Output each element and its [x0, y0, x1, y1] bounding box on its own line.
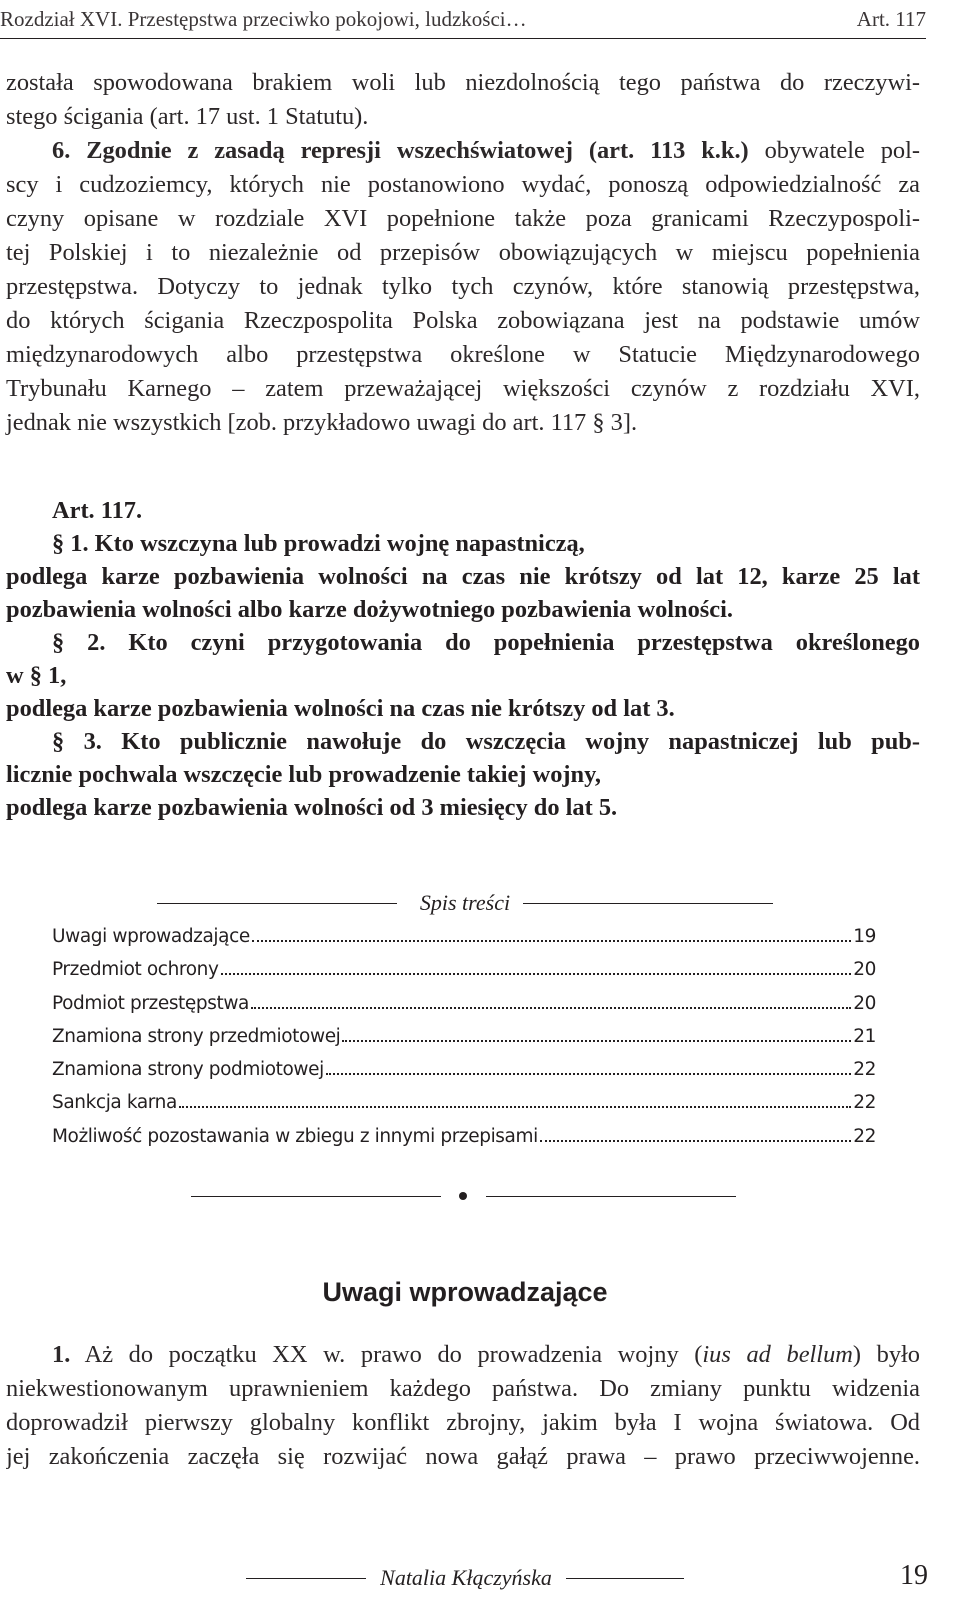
commentary-line: jednak nie wszystkich [zob. przykładowo uwagi do art. 117 § 3].	[6, 409, 638, 436]
toc-item[interactable]	[52, 926, 876, 959]
toc-item-label: Podmiot przestępstwa	[52, 992, 249, 1014]
statute-article	[6, 494, 920, 824]
statute-line: podlega karze pozbawienia wolności na czas nie krótszy od lat 3.	[6, 695, 675, 722]
statute-line: podlega karze pozbawienia wolności na czas nie krótszy od lat 12, karze 25 lat	[6, 563, 920, 590]
statute-line: podlega karze pozbawienia wolności od 3 miesięcy do lat 5.	[6, 794, 618, 821]
toc-item[interactable]	[52, 1092, 876, 1125]
divider-bullet-icon	[459, 1192, 467, 1200]
commentary-line: stego ścigania (art. 17 ust. 1 Statutu).	[6, 103, 369, 130]
toc-item[interactable]	[52, 993, 876, 1026]
statute-line: pozbawienia wolności albo karze dożywotniego pozbawienia wolności.	[6, 596, 734, 623]
toc-item-page: 22	[853, 1059, 876, 1081]
toc-leader-dots	[179, 1106, 851, 1108]
toc-leader-dots	[221, 973, 852, 975]
toc-item-page: 22	[853, 1092, 876, 1114]
header-chapter: Rozdział XVI. Przestępstwa przeciwko pokojowi, ludzkości…	[0, 7, 527, 31]
commentary-line: czyny opisane w rozdziale XVI popełnione także poza granicami Rzeczypospoli-	[6, 205, 920, 232]
toc-item-label: Sankcja karna	[52, 1092, 177, 1114]
statute-line: § 1. Kto wszczyna lub prowadzi wojnę napastniczą,	[52, 530, 585, 557]
section-line: doprowadził pierwszy globalny konflikt zbrojny, jakim była I wojna światowa. Od	[6, 1409, 920, 1436]
toc-item[interactable]	[52, 1126, 876, 1159]
footer-author: Natalia Kłączyńska	[380, 1565, 552, 1590]
divider-rule-left	[191, 1196, 441, 1197]
principle-name: Zgodnie z zasadą represji wszechświatowej (art. 113 k.k.)	[86, 137, 749, 164]
commentary-line: obywatele pol-	[764, 137, 920, 164]
article-title: Art. 117.	[52, 497, 143, 524]
page-number: 19	[900, 1560, 928, 1591]
paragraph-number: 6.	[52, 137, 71, 164]
toc-title: Spis treści	[419, 890, 511, 915]
commentary-line: do których ścigania Rzeczpospolita Polska zobowiązana jest na podstawie umów	[6, 307, 920, 334]
toc-item-label: Możliwość pozostawania w zbiegu z innymi przepisami	[52, 1125, 538, 1147]
toc-item[interactable]	[52, 1026, 876, 1059]
toc-list	[52, 926, 876, 1159]
toc-item-label: Uwagi wprowadzające	[52, 926, 250, 947]
toc-leader-dots	[326, 1073, 851, 1075]
statute-line: licznie pochwala wszczęcie lub prowadzenie takiej wojny,	[6, 761, 602, 788]
toc-leader-dots	[252, 940, 851, 942]
toc-leader-dots	[342, 1040, 851, 1042]
toc-item-page: 21	[853, 1025, 876, 1047]
toc-item-page: 22	[853, 1125, 876, 1147]
commentary-line: została spowodowana brakiem woli lub niezdolnością tego państwa do rzeczywi-	[6, 69, 920, 96]
toc-item[interactable]	[52, 959, 876, 992]
section-first-line	[6, 1338, 920, 1372]
commentary-line: tej Polskiej i to niezależnie od przepisów obowiązujących w miejscu popełnienia	[6, 239, 920, 266]
commentary-text	[6, 66, 920, 440]
toc-leader-dots	[251, 1007, 851, 1009]
toc-item-page: 20	[853, 959, 876, 981]
latin-term: ius ad bellum	[702, 1341, 853, 1368]
footer-rule-left	[246, 1578, 366, 1579]
toc-item-label: Przedmiot ochrony	[52, 959, 219, 981]
commentary-line: przestępstwa. Dotyczy to jednak tylko tych czynów, które stanowią przestępstwa,	[6, 273, 920, 300]
commentary-paragraph-6-first-line	[6, 134, 920, 168]
section-text	[6, 1338, 920, 1474]
section-line: jej zakończenia zaczęła się rozwijać nowa gałąź prawa – prawo przeciwwojenne.	[6, 1443, 920, 1470]
section-text-part: Aż do początku XX w. prawo do prowadzenia wojny (	[84, 1341, 703, 1368]
statute-line: § 3. Kto publicznie nawołuje do wszczęcia wojny napastniczej lub pub-	[52, 728, 920, 755]
commentary-line: Trybunału Karnego – zatem przeważającej większości czynów z rozdziału XVI,	[6, 375, 920, 402]
toc-item-page: 20	[853, 992, 876, 1014]
divider-rule-right	[486, 1196, 736, 1197]
toc-item-label: Znamiona strony podmiotowej	[52, 1059, 324, 1081]
paragraph-number: 1.	[52, 1341, 71, 1368]
toc-item-label: Znamiona strony przedmiotowej	[52, 1025, 341, 1047]
section-text-part: ) było	[852, 1341, 920, 1368]
footer-rule-right	[566, 1578, 684, 1579]
toc-leader-dots	[540, 1140, 851, 1142]
toc-header	[157, 888, 773, 918]
section-line: niekwestionowanym uprawnieniem każdego państwa. Do zmiany punktu widzenia	[6, 1375, 920, 1402]
toc-item-page: 19	[853, 926, 876, 947]
commentary-line: scy i cudzoziemcy, których nie postanowiono wydać, ponoszą odpowiedzialność za	[6, 171, 920, 198]
statute-line: § 2. Kto czyni przygotowania do popełnienia przestępstwa określonego	[52, 629, 920, 656]
section-heading: Uwagi wprowadzające	[322, 1277, 608, 1307]
header-article: Art. 117	[856, 7, 926, 31]
statute-line: w § 1,	[6, 662, 67, 689]
running-header	[0, 4, 926, 39]
commentary-line: międzynarodowych albo przestępstwa określone w Statucie Międzynarodowego	[6, 341, 920, 368]
toc-item[interactable]	[52, 1059, 876, 1092]
